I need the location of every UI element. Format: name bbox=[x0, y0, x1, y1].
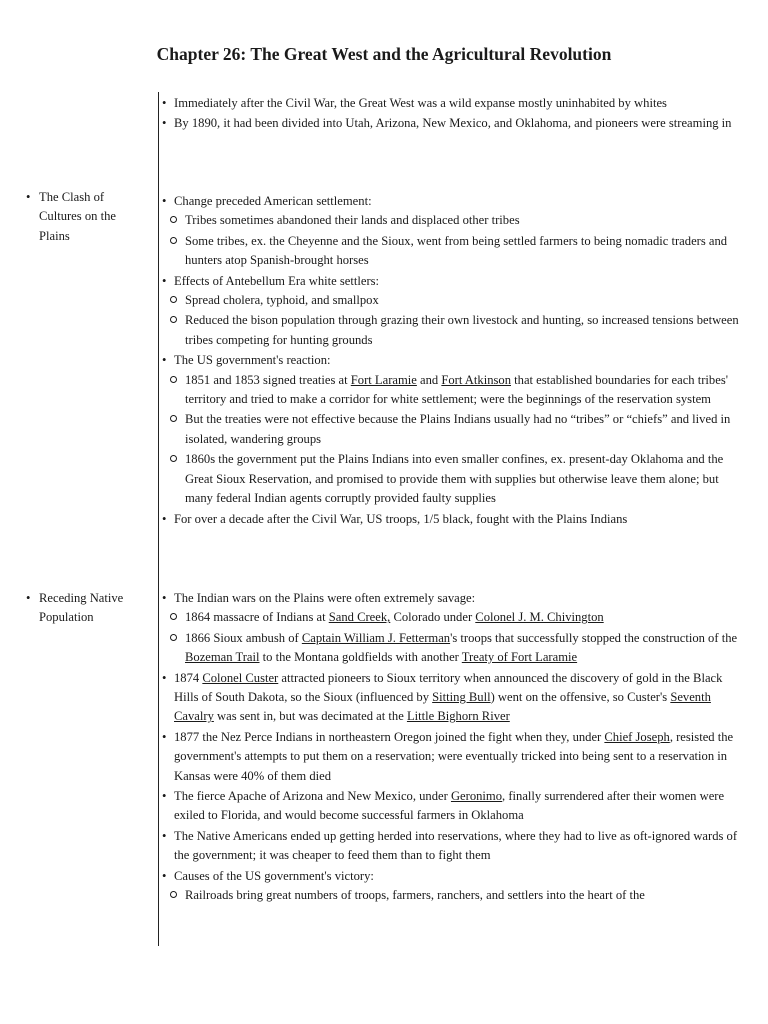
note-subbullet: Spread cholera, typhoid, and smallpox bbox=[160, 291, 745, 310]
note-subbullet: Reduced the bison population through grazing their own livestock and hunting, so increased tensions between tribes competing for hunting grounds bbox=[160, 311, 745, 350]
note-bullet: • 1877 the Nez Perce Indians in northeastern Oregon joined the fight when they, under Chief Joseph, resisted the government's attempts to put them on a reservation; were eventually tricked into being sent to a reservation in Kansas were 40% of them died bbox=[160, 728, 745, 786]
link-little-bighorn[interactable]: Little Bighorn River bbox=[406, 709, 510, 724]
link-geronimo[interactable]: Geronimo bbox=[450, 789, 503, 804]
link-fetterman[interactable]: Captain William J. Fetterman bbox=[301, 630, 451, 645]
note-subbullet: 1864 massacre of Indians at Sand Creek, Colorado under Colonel J. M. Chivington bbox=[160, 608, 745, 627]
note-subbullet: 1851 and 1853 signed treaties at Fort Laramie and Fort Atkinson that established boundaries for each tribes' territory and tried to make a corridor for white settlement; were the beginnings of the reservation system bbox=[160, 371, 745, 410]
note-bullet: • For over a decade after the Civil War, US troops, 1/5 black, fought with the Plains Indians bbox=[160, 510, 745, 529]
link-fort-laramie[interactable]: Fort Laramie bbox=[350, 372, 417, 387]
topic-label: The Clash of Cultures on the Plains bbox=[39, 190, 116, 243]
note-subbullet: Railroads bring great numbers of troops, farmers, ranchers, and settlers into the heart of the bbox=[160, 886, 745, 905]
link-chief-joseph[interactable]: Chief Joseph bbox=[604, 729, 670, 744]
link-fort-atkinson[interactable]: Fort Atkinson bbox=[441, 372, 511, 387]
note-bullet: • The Indian wars on the Plains were often extremely savage: bbox=[160, 589, 745, 608]
note-bullet: • Effects of Antebellum Era white settlers: bbox=[160, 272, 745, 291]
link-treaty-fort-laramie[interactable]: Treaty of Fort Laramie bbox=[461, 650, 578, 665]
topic-label: Receding Native Population bbox=[39, 591, 124, 625]
link-chivington[interactable]: Colonel J. M. Chivington bbox=[475, 610, 604, 625]
clash-notes bbox=[160, 192, 745, 529]
note-text: By 1890, it had been divided into Utah, Arizona, New Mexico, and Oklahoma, and pioneers were streaming in bbox=[174, 116, 732, 131]
link-sand-creek[interactable]: Sand Creek, bbox=[328, 610, 391, 625]
note-text: Immediately after the Civil War, the Great West was a wild expanse mostly uninhabited by whites bbox=[174, 96, 667, 110]
topic-clash bbox=[24, 188, 144, 246]
note-bullet: • The US government's reaction: bbox=[160, 351, 745, 370]
note-subbullet: 1866 Sioux ambush of Captain William J. Fetterman's troops that successfully stopped the construction of the Bozeman Trail to the Montana goldfields with another Treaty of Fort Laramie bbox=[160, 629, 745, 668]
note-bullet bbox=[160, 114, 740, 133]
link-seventh-cavalry[interactable]: Seventh Cavalry bbox=[174, 690, 711, 724]
note-subbullet: 1860s the government put the Plains Indians into even smaller confines, ex. present-day Oklahoma and the Great Sioux Reservation, and promised to provide them with supplies but otherwise leave them alone; but many federal Indian agents corruptly provided faulty supplies bbox=[160, 450, 745, 508]
note-bullet: • Causes of the US government's victory: bbox=[160, 867, 745, 886]
note-bullet: • Change preceded American settlement: bbox=[160, 192, 745, 211]
page-title: Chapter 26: The Great West and the Agricultural Revolution bbox=[156, 44, 612, 64]
receding-notes bbox=[160, 589, 745, 906]
link-bozeman-trail[interactable]: Bozeman Trail bbox=[185, 650, 260, 665]
link-sitting-bull[interactable]: Sitting Bull bbox=[432, 690, 491, 705]
note-bullet: • 1874 Colonel Custer attracted pioneers to Sioux territory when announced the discovery of gold in the Black Hills of South Dakota, so the Sioux (influenced by Sitting Bull) went on the offensive, so Custer's Seventh Cavalry was sent in, but was decimated at the Little Bighorn River bbox=[160, 669, 745, 727]
note-bullet: • The fierce Apache of Arizona and New Mexico, under Geronimo, finally surrendered after their women were exiled to Florida, and would become successful farmers in Oklahoma bbox=[160, 787, 745, 826]
note-bullet bbox=[160, 94, 740, 113]
intro-notes bbox=[160, 94, 740, 134]
note-subbullet: Tribes sometimes abandoned their lands and displaced other tribes bbox=[160, 211, 745, 230]
link-custer[interactable]: Colonel Custer bbox=[202, 670, 279, 685]
topic-receding bbox=[24, 589, 144, 628]
note-bullet: • The Native Americans ended up getting herded into reservations, where they had to live as oft-ignored wards of the government; it was cheaper to feed them than to fight them bbox=[160, 827, 745, 866]
note-subbullet: But the treaties were not effective because the Plains Indians usually had no “tribes” or “chiefs” and lived in isolated, wandering groups bbox=[160, 410, 745, 449]
column-divider bbox=[158, 92, 159, 946]
note-subbullet: Some tribes, ex. the Cheyenne and the Sioux, went from being settled farmers to being nomadic traders and hunters atop Spanish-brought horses bbox=[160, 232, 745, 271]
